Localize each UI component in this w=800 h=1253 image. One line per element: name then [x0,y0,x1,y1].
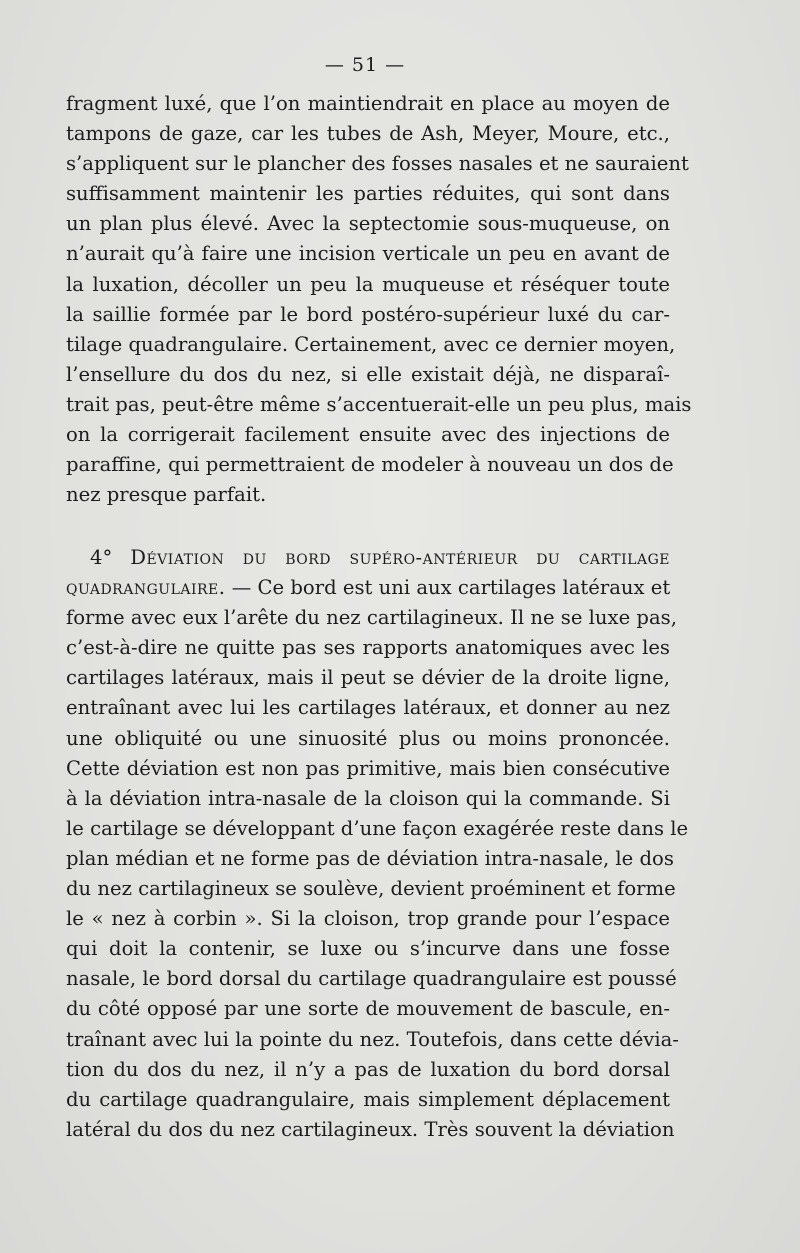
text-line: la luxation, décoller un peu la muqueuse et réséquer toute [66,272,670,296]
text-line: on la corrigerait facilement ensuite avec des injections de [66,423,670,447]
section-heading: Déviation du bord supéro-antérieur du cartilage [130,546,670,569]
text-line: du côté opposé par une sorte de mouvement de bascule, en- [66,997,670,1021]
text-line: forme avec eux l’arête du nez cartilagineux. Il ne se luxe pas, [66,606,677,630]
text-line: suffisamment maintenir les parties réduites, qui sont dans [66,182,670,206]
text-line: à la déviation intra-nasale de la cloison qui la commande. Si [66,786,670,810]
text-line: trait pas, peut-être même s’accentuerait-elle un peu plus, mais [66,392,692,416]
paragraph-continuation [66,89,692,510]
text-line: tampons de gaze, car les tubes de Ash, Meyer, Moure, etc., [66,122,670,146]
text-line: nasale, le bord dorsal du cartilage quadrangulaire est poussé [66,967,677,991]
page-number: — 51 — [324,54,406,76]
text-line: entraînant avec lui les cartilages latéraux, et donner au nez [66,696,670,720]
section-heading-continuation [66,573,670,603]
text-line: l’ensellure du dos du nez, si elle existait déjà, ne disparaî- [66,362,670,386]
text-line: une obliquité ou une sinuosité plus ou moins prononcée. [66,726,670,750]
text-line: nez presque parfait. [66,483,267,507]
text-line: tion du dos du nez, il n’y a pas de luxation du bord dorsal [66,1057,670,1081]
text-line: n’aurait qu’à faire une incision verticale un peu en avant de [66,242,670,266]
text-line: un plan plus élevé. Avec la septectomie sous-muqueuse, on [66,212,670,236]
text-line: s’appliquent sur le plancher des fosses nasales et ne sauraient [66,152,689,176]
text-line: traînant avec lui la pointe du nez. Toutefois, dans cette dévia- [66,1027,679,1051]
text-fragment: — Ce bord est uni aux cartilages latéraux et [225,576,671,600]
section-number: 4° [90,546,113,569]
text-line: qui doit la contenir, se luxe ou s’incurve dans une fosse [66,937,670,961]
text-line: latéral du dos du nez cartilagineux. Très souvent la déviation [66,1117,675,1141]
section-deviation-paragraph [66,543,689,1145]
text-line: c’est-à-dire ne quitte pas ses rapports anatomiques avec les [66,636,670,660]
section-heading-end: quadrangulaire. [66,576,226,600]
text-line: paraffine, qui permettraient de modeler à nouveau un dos de [66,453,674,477]
text-line: Cette déviation est non pas primitive, mais bien consécutive [66,756,670,780]
text-line: fragment luxé, que l’on maintiendrait en place au moyen de [66,92,670,115]
text-line: du cartilage quadrangulaire, mais simplement déplacement [66,1087,670,1111]
text-line: la saillie formée par le bord postéro-supérieur luxé du car- [66,302,670,326]
text-line: plan médian et ne forme pas de déviation intra-nasale, le dos [66,846,674,870]
text-line: cartilages latéraux, mais il peut se dévier de la droite ligne, [66,666,670,690]
text-line: le cartilage se développant d’une façon exagérée reste dans le [66,816,689,840]
text-line: tilage quadrangulaire. Certainement, avec ce dernier moyen, [66,332,676,356]
section-heading-line [66,543,670,573]
text-line: du nez cartilagineux se soulève, devient proéminent et forme [66,877,676,901]
text-line: le « nez à corbin ». Si la cloison, trop grande pour l’espace [66,907,670,931]
